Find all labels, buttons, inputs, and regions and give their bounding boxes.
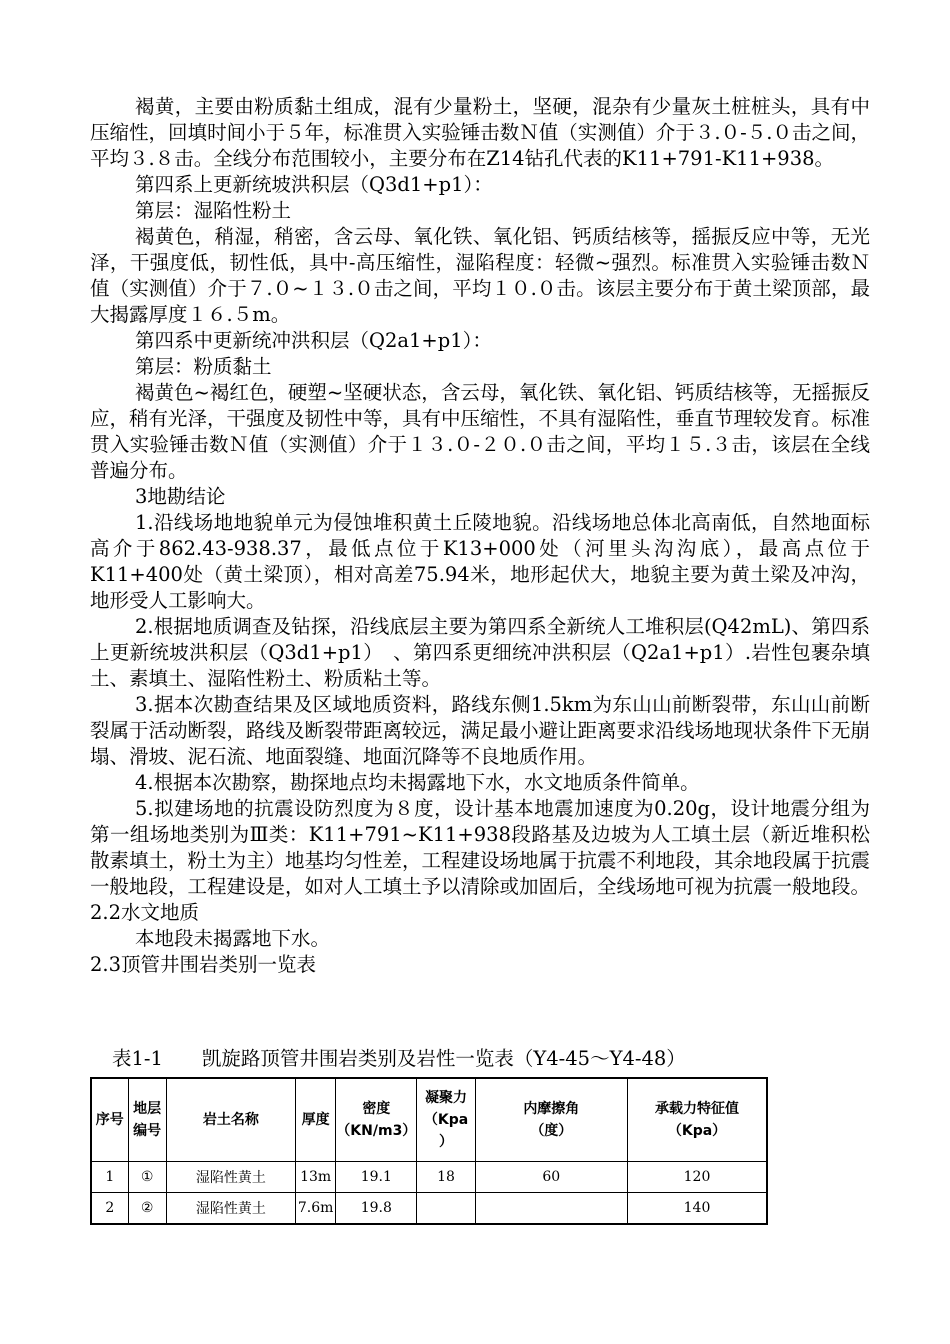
table-cell xyxy=(475,1193,627,1225)
paragraph: 2.根据地质调查及钻探，沿线底层主要为第四系全新统人工堆积层(Q42mL)、第四系上更新统坡洪积层（Q3d1+p1） 、第四系更细统冲洪积层（Q2a1+p1）.岩性包裹杂填土、素填土、湿陷性粉土、粉质粘土等。 xyxy=(90,615,870,690)
header-line: 内摩擦角 xyxy=(523,1101,580,1117)
paragraph: 2.3顶管井围岩类别一览表 xyxy=(90,953,317,976)
table-cell: 1 xyxy=(91,1162,128,1193)
header-line: 密度 xyxy=(362,1101,391,1117)
table-header-cell xyxy=(128,1078,166,1162)
table-row xyxy=(91,1193,767,1225)
paragraph: 4.根据本次勘察，勘探地点均未揭露地下水，水文地质条件简单。 xyxy=(135,771,700,794)
table-caption: 表1-1 凯旋路顶管井围岩类别及岩性一览表（Y4-45～Y4-48） xyxy=(112,1047,686,1070)
header-line: 岩土名称 xyxy=(202,1112,259,1128)
header-line: 序号 xyxy=(95,1112,124,1128)
paragraph: 第层：粉质黏土 xyxy=(135,355,272,378)
paragraph: 第层：湿陷性粉土 xyxy=(135,199,292,222)
table-cell: 140 xyxy=(628,1193,767,1225)
header-line: ） xyxy=(439,1134,454,1150)
table-cell: 120 xyxy=(628,1162,767,1193)
paragraph: 本地段未揭露地下水。 xyxy=(135,927,331,950)
table-header-row xyxy=(91,1078,767,1162)
paragraph: 5.拟建场地的抗震设防烈度为８度，设计基本地震加速度为0.20g，设计地震分组为第一组场地类别为Ⅲ类：K11+791~K11+938段路基及边坡为人工填土层（新近堆积松散素填土，粉土为主）地基均匀性差，工程建设场地属于抗震不利地段，其余地段属于抗震一般地段，工程建设是，如对人工填土予以清除或加固后，全线场地可视为抗震一般地段。 xyxy=(90,797,871,898)
header-line: 编号 xyxy=(133,1123,162,1139)
table-cell xyxy=(417,1193,475,1225)
table-header-cell xyxy=(296,1078,336,1162)
header-line: 厚度 xyxy=(301,1112,330,1128)
header-line: （度） xyxy=(530,1123,573,1139)
table-cell: 湿陷性黄土 xyxy=(166,1193,295,1225)
table-header-cell xyxy=(628,1078,767,1162)
paragraph: 第四系中更新统冲洪积层（Q2a1+p1）： xyxy=(135,329,492,352)
paragraph: 2.2水文地质 xyxy=(90,901,200,924)
paragraph: 褐黄色~褐红色，硬塑~坚硬状态，含云母，氧化铁、氧化铝、钙质结核等，无摇振反应，稍有光泽，干强度及韧性中等，具有中压缩性，不具有湿陷性，垂直节理较发育。标准贯入实验锤击数Ｎ值（实测值）介于１３.０-２０.０击之间，平均１５.３击，该层在全线普遍分布。 xyxy=(90,381,871,482)
header-line: 地层 xyxy=(133,1101,162,1117)
table-cell: 7.6m xyxy=(296,1193,336,1225)
paragraph: 第四系上更新统坡洪积层（Q3d1+p1）： xyxy=(135,173,493,196)
paragraph: 褐黄，主要由粉质黏土组成，混有少量粉土，坚硬，混杂有少量灰土桩桩头，具有中压缩性，回填时间小于５年，标准贯入实验锤击数Ｎ值（实测值）介于３.０-５.０击之间，平均３.８击。全线分布范围较小，主要分布在Z14钻孔代表的K11+791-K11+938。 xyxy=(90,95,870,170)
table-header-cell xyxy=(166,1078,295,1162)
table-cell: 2 xyxy=(91,1193,128,1225)
table-cell: 13m xyxy=(296,1162,336,1193)
table-cell: ① xyxy=(128,1162,166,1193)
paragraph: 褐黄色，稍湿，稍密，含云母、氧化铁、氧化铝、钙质结核等，摇振反应中等，无光泽，干强度低，韧性低，具中-高压缩性，湿陷程度：轻微~强烈。标准贯入实验锤击数Ｎ值（实测值）介于７.０~１３.０击之间，平均１０.０击。该层主要分布于黄土梁顶部，最大揭露厚度１６.５m。 xyxy=(90,225,870,326)
table-cell: 19.8 xyxy=(336,1193,417,1225)
header-line: （KN/m3） xyxy=(336,1123,417,1139)
table-cell: 60 xyxy=(475,1162,627,1193)
table-row xyxy=(91,1162,767,1193)
document-body xyxy=(90,94,870,978)
table-cell: 湿陷性黄土 xyxy=(166,1162,295,1193)
table-header-cell xyxy=(336,1078,417,1162)
table-cell: 18 xyxy=(417,1162,475,1193)
table-cell: ② xyxy=(128,1193,166,1225)
header-line: （Kpa） xyxy=(667,1123,727,1139)
table-header-cell xyxy=(475,1078,627,1162)
paragraph: 1.沿线场地地貌单元为侵蚀堆积黄土丘陵地貌。沿线场地总体北高南低，自然地面标高介于862.43-938.37，最低点位于K13+000处（河里头沟沟底），最高点位于K11+400处（黄土梁顶），相对高差75.94米，地形起伏大，地貌主要为黄土梁及冲沟，地形受人工影响大。 xyxy=(90,511,870,612)
table-header-cell xyxy=(91,1078,128,1162)
header-line: 凝聚力 xyxy=(425,1090,468,1106)
rock-class-table xyxy=(90,1077,768,1225)
table-cell: 19.1 xyxy=(336,1162,417,1193)
table-header-cell xyxy=(417,1078,475,1162)
header-line: 承载力特征值 xyxy=(655,1101,740,1117)
paragraph: 3地勘结论 xyxy=(135,485,226,508)
header-line: （Kpa xyxy=(423,1112,469,1128)
paragraph: 3.据本次勘查结果及区域地质资料，路线东侧1.5km为东山山前断裂带，东山山前断裂属于活动断裂，路线及断裂带距离较远，满足最小避让距离要求沿线场地现状条件下无崩塌、滑坡、泥石流、地面裂缝、地面沉降等不良地质作用。 xyxy=(90,693,871,768)
